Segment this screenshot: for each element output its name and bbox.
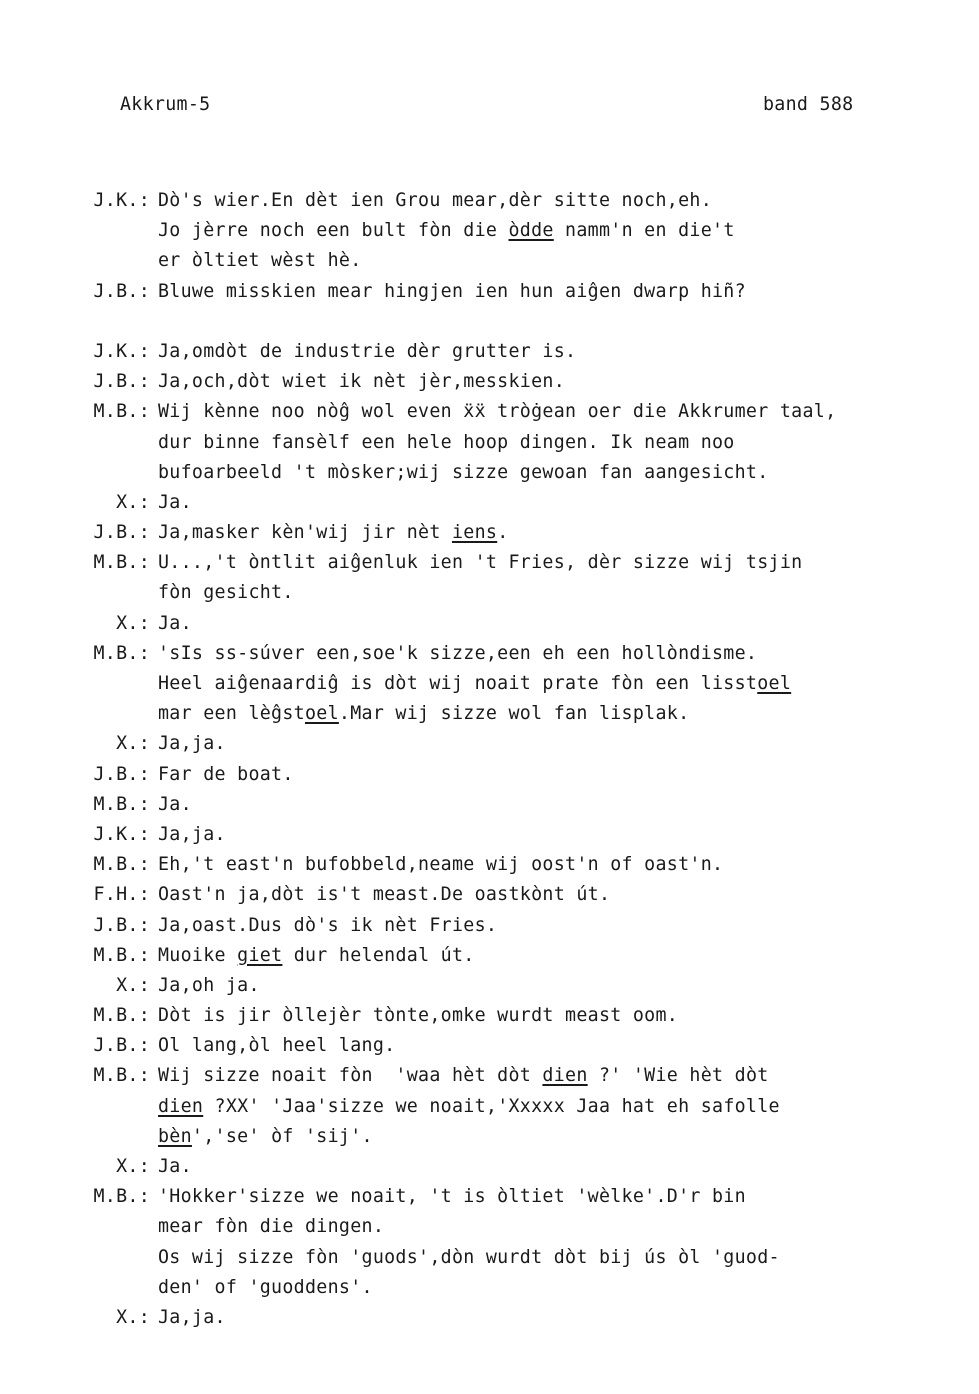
transcript-line [0,911,979,941]
speaker-label: X.: [116,1306,150,1328]
transcript-line [0,548,979,578]
utterance-text: U...,'t òntlit aiĝenluk ien 't Fries, dèr sizze wij tsjin [158,552,803,574]
speaker-label: M.B.: [93,944,150,966]
speaker-label: J.B.: [93,371,150,393]
speaker-label: M.B.: [93,552,150,574]
utterance-text: Ja. [158,491,192,513]
transcript-line [0,518,979,548]
transcript-line [0,1212,979,1242]
utterance-text: Ja. [158,612,192,634]
utterance-text: Ja,oh ja. [158,974,260,996]
transcript-line [0,639,979,669]
utterance-text: 'sIs ss-súver een,soe'k sizze,een eh een hollòndisme. [158,642,758,664]
speaker-label: M.B.: [93,1005,150,1027]
utterance-text: Eh,'t east'n bufobbeld,neame wij oost'n of oast'n. [158,854,724,876]
transcript [0,186,979,1333]
utterance-text: Muoike giet dur helendal út. [158,944,475,966]
transcript-line [0,729,979,759]
utterance-text: Heel aiĝenaardiĝ is dòt wij noait prate fòn een lisstoel [158,673,792,694]
transcript-line [0,186,979,216]
utterance-text: fòn gesicht. [158,582,294,604]
transcript-line [0,488,979,518]
speaker-label: M.B.: [93,642,150,664]
utterance-text: Wij sizze noait fòn 'waa hèt dòt dien ?' 'Wie hèt dòt [158,1065,769,1087]
utterance-text: Os wij sizze fòn 'guods',dòn wurdt dòt bij ús òl 'guod- [158,1246,780,1268]
transcript-line [0,880,979,910]
header-location: Akkrum-5 [120,94,211,115]
utterance-text: den' of 'guoddens'. [158,1276,373,1298]
utterance-text: Wij kènne noo nòĝ wol even ẍẍ tròġean oer die Akkrumer taal, [158,401,837,423]
utterance-text: Ja,ja. [158,823,226,845]
transcript-line [0,458,979,488]
transcript-line [0,397,979,427]
speaker-label: J.K.: [93,340,150,362]
speaker-label: J.K.: [93,823,150,845]
transcript-line [0,277,979,307]
speaker-label: J.B.: [93,522,150,544]
speaker-label: M.B.: [93,1186,150,1208]
transcript-line [0,1122,979,1152]
transcript-line [0,699,979,729]
speaker-label: M.B.: [93,854,150,876]
speaker-label: J.B.: [93,914,150,936]
utterance-text: Ja. [158,793,192,815]
transcript-line [0,609,979,639]
speaker-label: X.: [116,1156,150,1177]
utterance-text: Far de boat. [158,763,294,785]
transcript-line [0,246,979,276]
utterance-text: mear fòn die dingen. [158,1216,385,1238]
speaker-label: M.B.: [93,1065,150,1087]
utterance-text: bufoarbeeld 't mòsker;wij sizze gewoan fan aangesicht. [158,461,769,483]
utterance-text: Bluwe misskien mear hingjen ien hun aiĝen dwarp hiñ? [158,280,746,302]
utterance-text: er òltiet wèst hè. [158,250,362,272]
speaker-label: X.: [116,974,150,996]
transcript-line [0,1031,979,1061]
transcript-line [0,428,979,458]
speaker-label: J.B.: [93,763,150,785]
transcript-line [0,1303,979,1333]
speaker-label: J.B.: [93,1035,150,1057]
utterance-text: Ja,och,dòt wiet ik nèt jèr,messkien. [158,371,566,393]
utterance-text: Dòt is jir òllejèr tònte,omke wurdt meast oom. [158,1005,679,1027]
utterance-text: bèn','se' òf 'sij'. [158,1125,373,1147]
transcript-line [0,578,979,608]
transcript-line [0,820,979,850]
utterance-text: mar een lèĝstoel.Mar wij sizze wol fan lisplak. [158,703,690,725]
utterance-text: Ja,ja. [158,1306,226,1328]
transcript-line [0,1001,979,1031]
transcript-line [0,790,979,820]
utterance-text: 'Hokker'sizze we noait, 't is òltiet 'wèlke'.D'r bin [158,1186,746,1208]
transcript-line [0,1182,979,1212]
speaker-label: F.H.: [93,884,150,906]
utterance-text: Ol lang,òl heel lang. [158,1035,396,1057]
transcript-line [0,337,979,367]
utterance-text: Ja,ja. [158,733,226,755]
transcript-line [0,941,979,971]
transcript-line [0,850,979,880]
blank-line [0,307,979,337]
transcript-line [0,216,979,246]
utterance-text: Ja,oast.Dus dò's ik nèt Fries. [158,914,498,936]
speaker-label: M.B.: [93,401,150,423]
utterance-text: dur binne fansèlf een hele hoop dingen. Ik neam noo [158,431,735,453]
transcript-line [0,1092,979,1122]
utterance-text: Oast'n ja,dòt is't meast.De oastkònt út. [158,884,611,906]
utterance-text: Ja. [158,1156,192,1177]
transcript-line [0,1061,979,1091]
speaker-label: J.B.: [93,280,150,302]
transcript-line [0,1243,979,1273]
utterance-text: Ja,omdòt de industrie dèr grutter is. [158,340,577,362]
utterance-text: Jo jèrre noch een bult fòn die òdde namm'n en die't [158,220,735,242]
speaker-label: X.: [116,733,150,755]
speaker-label: X.: [116,491,150,513]
speaker-label: J.K.: [93,190,150,211]
utterance-text: Dò's wier.En dèt ien Grou mear,dèr sitte noch,eh. [158,190,713,211]
speaker-label: X.: [116,612,150,634]
transcript-line [0,1273,979,1303]
transcript-line [0,367,979,397]
speaker-label: M.B.: [93,793,150,815]
utterance-text: dien ?XX' 'Jaa'sizze we noait,'Xxxxx Jaa hat eh safolle [158,1095,780,1117]
transcript-line [0,1152,979,1182]
transcript-line [0,971,979,1001]
header-tape-number: band 588 [763,94,854,115]
transcript-line [0,669,979,699]
transcript-line [0,760,979,790]
utterance-text: Ja,masker kèn'wij jir nèt iens. [158,522,509,544]
